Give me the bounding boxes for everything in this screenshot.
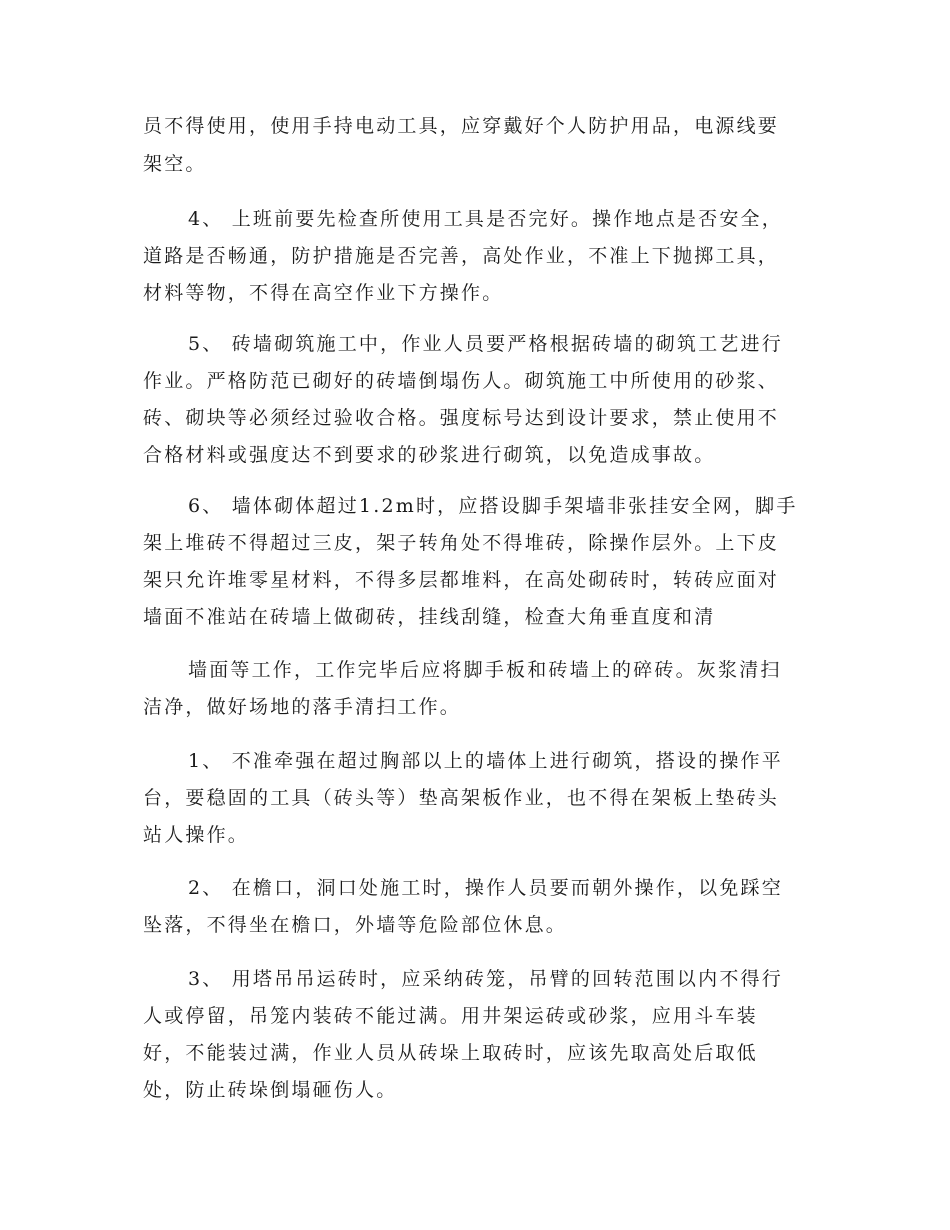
text-line: 5、 砖墙砌筑施工中，作业人员要严格根据砖墙的砌筑工艺进行 bbox=[188, 333, 783, 355]
text-line: 合格材料或强度达不到要求的砂浆进行砌筑，以免造成事故。 bbox=[143, 444, 716, 466]
text-line: 坠落，不得坐在檐口，外墙等危险部位休息。 bbox=[143, 914, 568, 936]
text-line: 人或停留，吊笼内装砖不能过满。用井架运砖或砂浆，应用斗车装 bbox=[143, 1005, 758, 1027]
text-line: 道路是否畅通，防护措施是否完善，高处作业，不准上下抛掷工具， bbox=[143, 245, 780, 267]
text-line: 4、 上班前要先检查所使用工具是否完好。操作地点是否安全， bbox=[188, 208, 783, 230]
text-line: 架上堆砖不得超过三皮，架子转角处不得堆砖，除操作层外。上下皮 bbox=[143, 532, 780, 554]
text-line: 3、 用塔吊吊运砖时，应采纳砖笼，吊臂的回转范围以内不得行 bbox=[188, 968, 783, 990]
text-line: 材料等物，不得在高空作业下方操作。 bbox=[143, 282, 504, 304]
text-line: 2、 在檐口，洞口处施工时，操作人员要而朝外操作，以免踩空 bbox=[188, 877, 783, 899]
text-line: 墙面不准站在砖墙上做砌砖，挂线刮缝，检查大角垂直度和清 bbox=[143, 606, 716, 628]
text-line: 墙面等工作，工作完毕后应将脚手板和砖墙上的碎砖。灰浆清扫 bbox=[188, 659, 782, 681]
text-line: 处，防止砖垛倒塌砸伤人。 bbox=[143, 1079, 398, 1101]
text-line: 6、 墙体砌体超过1.2m时，应搭设脚手架墙非张挂安全网，脚手 bbox=[188, 495, 798, 517]
text-line: 好，不能装过满，作业人员从砖垛上取砖时，应该先取高处后取低 bbox=[143, 1042, 758, 1064]
text-line: 砖、砌块等必须经过验收合格。强度标号达到设计要求，禁止使用不 bbox=[143, 407, 780, 429]
text-line: 洁净，做好场地的落手清扫工作。 bbox=[143, 696, 462, 718]
text-line: 作业。严格防范已砌好的砖墙倒塌伤人。砌筑施工中所使用的砂浆、 bbox=[143, 370, 780, 392]
text-line: 架只允许堆零星材料，不得多层都堆料，在高处砌砖时，转砖应面对 bbox=[143, 569, 780, 591]
text-line: 站人操作。 bbox=[143, 824, 250, 846]
text-line: 员不得使用，使用手持电动工具，应穿戴好个人防护用品，电源线要 bbox=[143, 115, 780, 137]
text-line: 台，要稳固的工具（砖头等）垫高架板作业，也不得在架板上垫砖头 bbox=[143, 787, 780, 809]
text-line: 1、 不准牵强在超过胸部以上的墙体上进行砌筑，搭设的操作平 bbox=[188, 750, 783, 772]
text-line: 架空。 bbox=[143, 153, 207, 175]
